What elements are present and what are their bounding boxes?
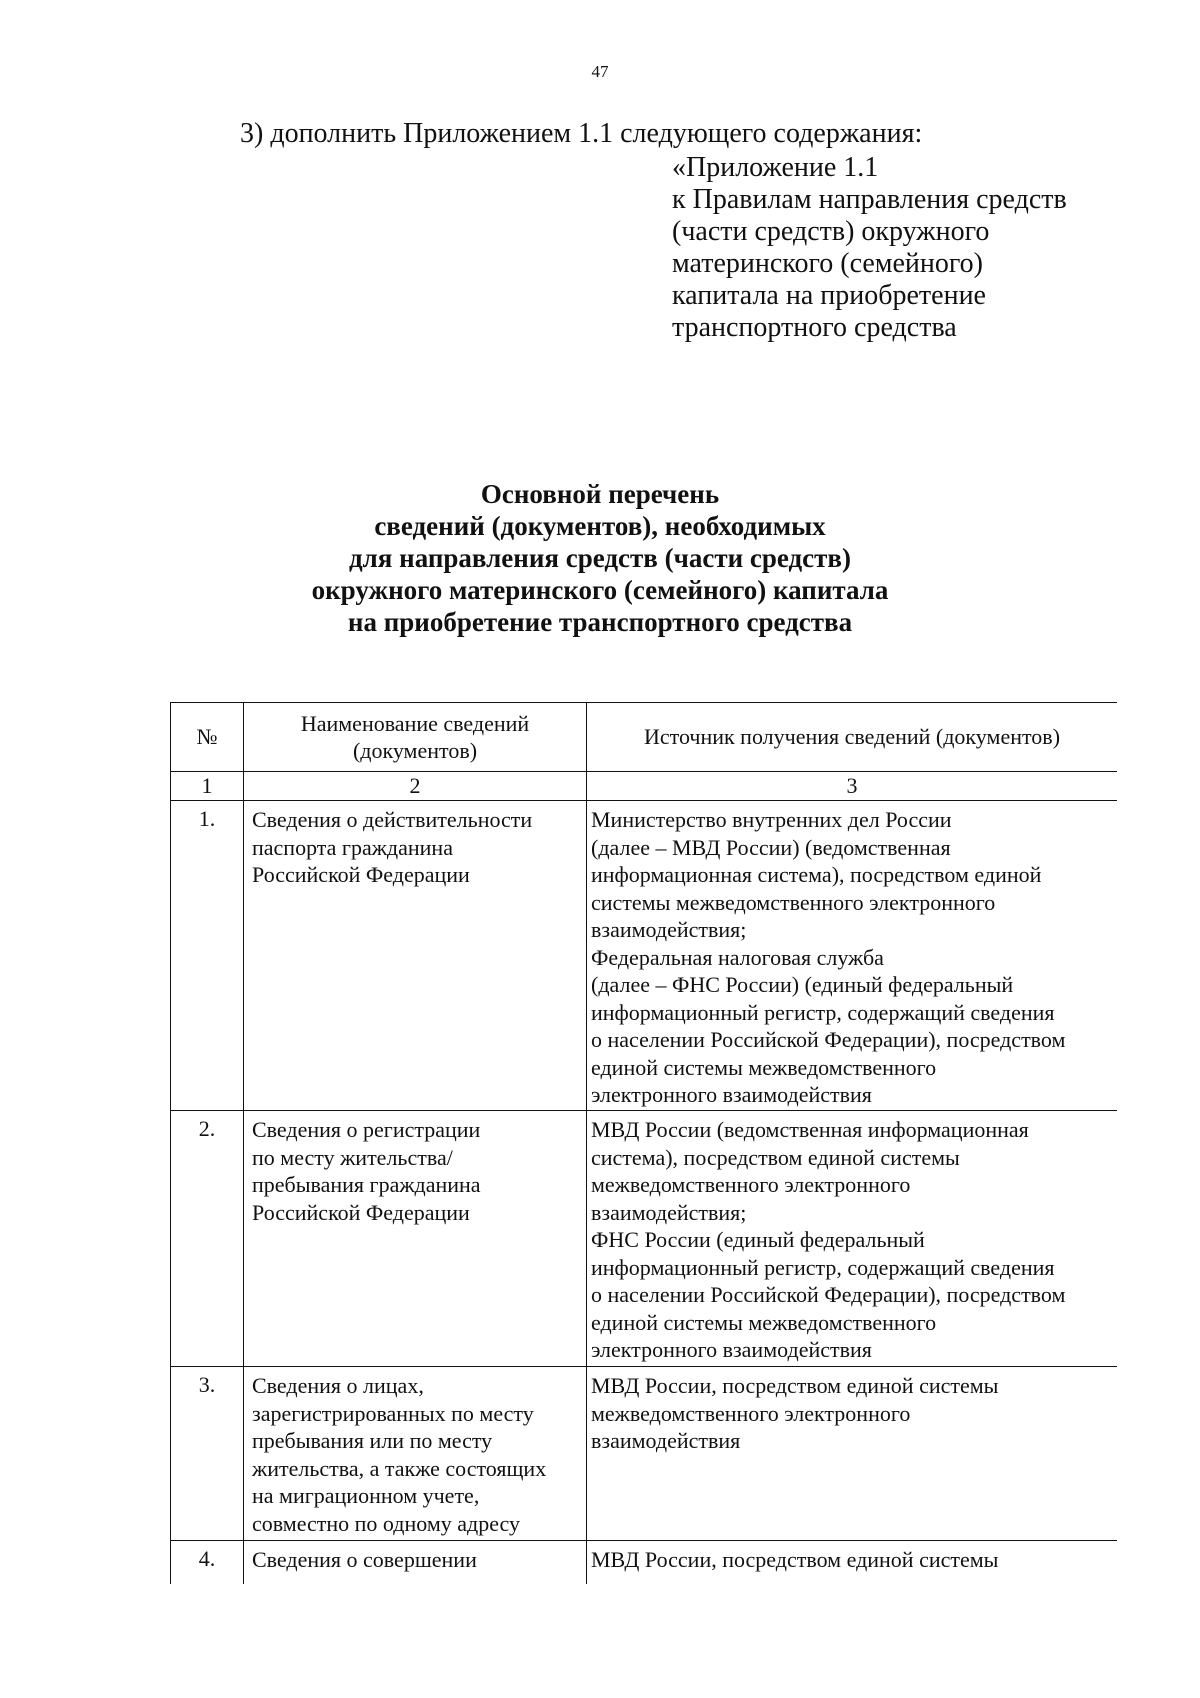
name-line: зарегистрированных по месту — [252, 1400, 534, 1426]
row-source — [587, 1541, 1118, 1585]
source-line: взаимодействия; — [591, 917, 747, 942]
title-line: окружного материнского (семейного) капитала — [311, 575, 889, 605]
name-line: пребывания или по месту — [252, 1428, 493, 1453]
title-line: для направления средств (части средств) — [348, 543, 851, 573]
table-row — [171, 1541, 1118, 1585]
documents-table — [170, 702, 1117, 1584]
source-line: (далее – ФНС России) (единый федеральный — [591, 972, 1014, 997]
annex-line: транспортного средства — [672, 312, 957, 343]
name-line: Российской Федерации — [252, 862, 470, 887]
row-number: 4. — [171, 1541, 244, 1585]
source-line: электронного взаимодействия — [591, 1337, 872, 1362]
row-number: 3. — [171, 1367, 244, 1541]
name-line: паспорта гражданина — [252, 834, 453, 860]
name-line: Сведения о регистрации — [252, 1117, 481, 1142]
source-line: МВД России, посредством единой системы — [591, 1547, 999, 1572]
source-line: межведомственного электронного — [591, 1172, 911, 1197]
source-line: системы межведомственного электронного — [591, 889, 996, 915]
source-line: ФНС России (единый федеральный — [591, 1227, 925, 1252]
name-line: Российской Федерации — [252, 1199, 470, 1225]
name-line: Сведения о действительности — [252, 807, 533, 832]
source-line: информационный регистр, содержащий сведения — [591, 999, 1055, 1025]
header-source: Источник получения сведений (документов) — [587, 703, 1118, 772]
source-line: система), посредством единой системы — [591, 1144, 960, 1170]
name-line: Сведения о лицах, — [252, 1373, 424, 1398]
table-row — [171, 1367, 1118, 1541]
annex-header — [672, 152, 1067, 344]
row-name — [244, 1541, 587, 1585]
name-line: пребывания гражданина — [252, 1172, 481, 1197]
column-number-row — [171, 772, 1118, 801]
source-line: МВД России (ведомственная информационная — [591, 1117, 1029, 1142]
name-line: на миграционном учете, — [252, 1483, 480, 1508]
row-number: 2. — [171, 1111, 244, 1367]
name-line: Сведения о совершении — [252, 1547, 477, 1572]
source-line: о населении Российской Федерации), посредством — [591, 1282, 1066, 1307]
document-title — [0, 478, 1200, 638]
amendment-intro: 3) дополнить Приложением 1.1 следующего содержания: — [240, 118, 923, 149]
annex-line: «Приложение 1.1 — [672, 152, 879, 183]
annex-line: капитала на приобретение — [672, 280, 986, 311]
source-line: взаимодействия — [591, 1428, 741, 1453]
header-num: № — [171, 703, 244, 772]
column-number: 2 — [244, 772, 587, 801]
row-name — [244, 801, 587, 1111]
annex-line: (части средств) окружного — [672, 216, 990, 247]
title-line: на приобретение транспортного средства — [347, 607, 853, 637]
row-source — [587, 1111, 1118, 1367]
table-row — [171, 1111, 1118, 1367]
source-line: информационный регистр, содержащий сведения — [591, 1254, 1055, 1280]
annex-line: к Правилам направления средств — [672, 184, 1067, 215]
source-line: электронного взаимодействия — [591, 1082, 872, 1107]
row-source — [587, 801, 1118, 1111]
source-line: о населении Российской Федерации), посредством — [591, 1027, 1066, 1052]
column-number: 3 — [587, 772, 1118, 801]
page-number: 47 — [591, 62, 609, 81]
annex-line: материнского (семейного) — [672, 248, 984, 279]
header-name: Наименование сведений (документов) — [244, 703, 587, 772]
source-line: взаимодействия; — [591, 1199, 747, 1225]
row-source — [587, 1367, 1118, 1541]
table-header-row — [171, 703, 1118, 772]
source-line: единой системы межведомственного — [591, 1309, 937, 1335]
table-row — [171, 801, 1118, 1111]
documents-table-wrapper — [170, 702, 1117, 1584]
source-line: Министерство внутренних дел России — [591, 807, 952, 832]
name-line: совместно по одному адресу — [252, 1510, 521, 1536]
source-line: Федеральная налоговая служба — [591, 944, 884, 970]
column-number: 1 — [171, 772, 244, 801]
source-line: (далее – МВД России) (ведомственная — [591, 834, 951, 860]
title-line: Основной перечень — [480, 479, 720, 509]
source-line: единой системы межведомственного — [591, 1054, 937, 1080]
source-line: МВД России, посредством единой системы — [591, 1373, 999, 1398]
row-name — [244, 1111, 587, 1367]
row-number: 1. — [171, 801, 244, 1111]
name-line: по месту жительства/ — [252, 1144, 453, 1170]
source-line: межведомственного электронного — [591, 1400, 911, 1426]
name-line: жительства, а также состоящих — [252, 1455, 547, 1481]
row-name — [244, 1367, 587, 1541]
source-line: информационная система), посредством единой — [591, 862, 1042, 887]
title-line: сведений (документов), необходимых — [374, 511, 826, 541]
